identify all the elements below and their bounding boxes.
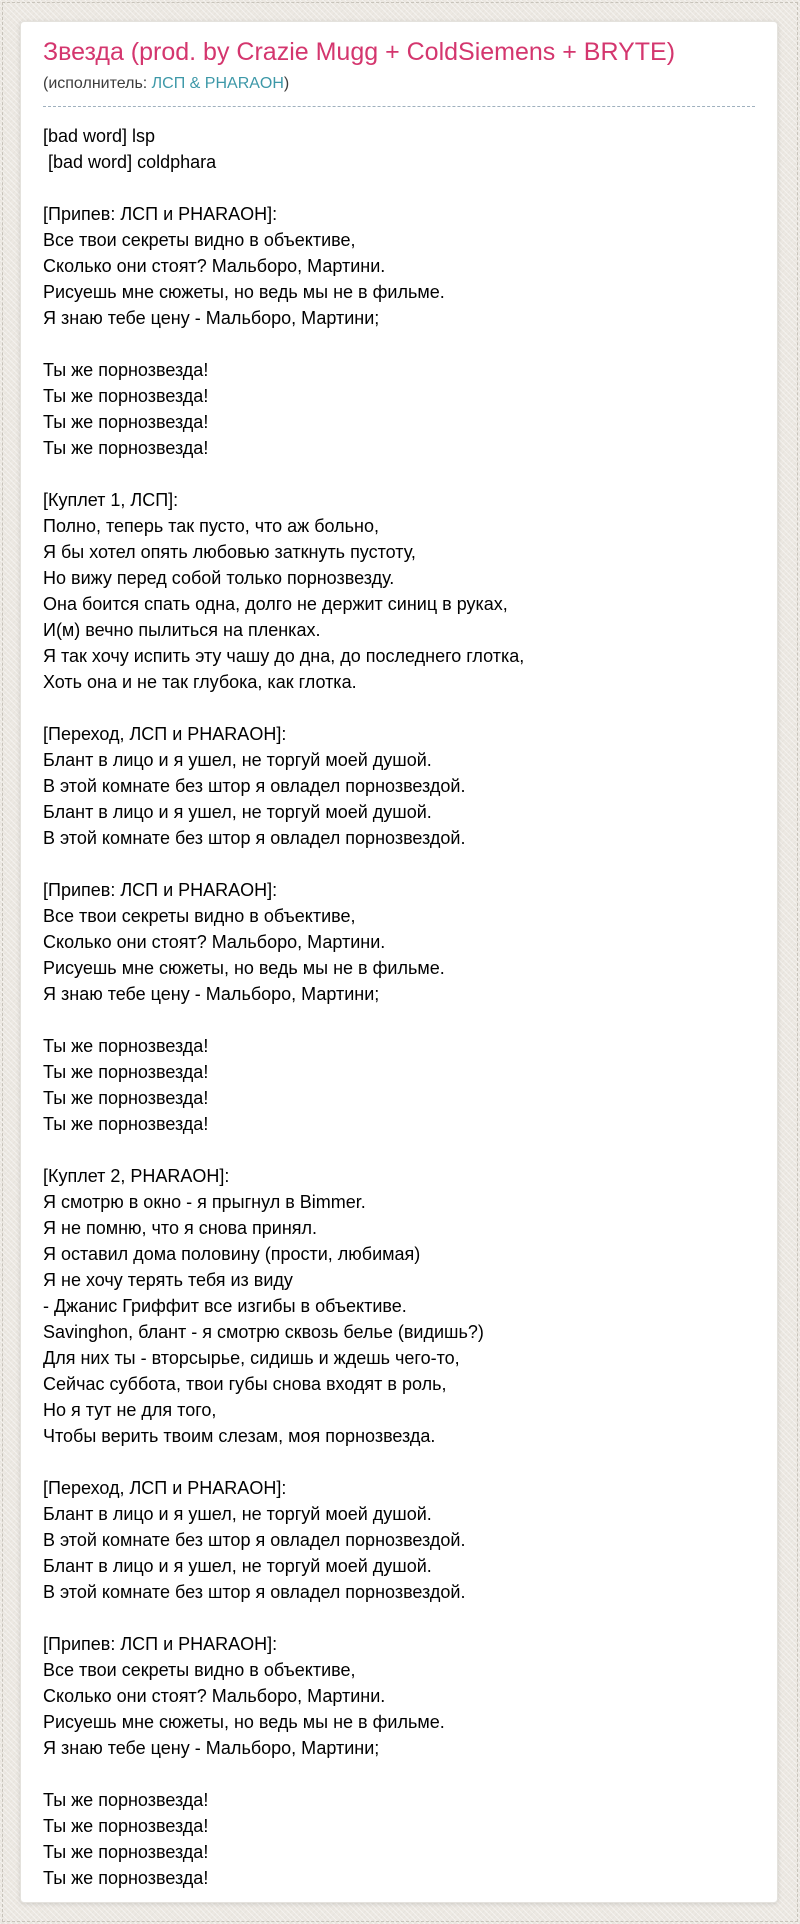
lyric-line: Я не хочу терять тебя из виду: [43, 1270, 293, 1290]
lyric-line: Я не помню, что я снова принял.: [43, 1218, 318, 1238]
stanza: [43, 201, 755, 331]
stanza: [43, 1631, 755, 1761]
lyric-line: [Переход, ЛСП и PHARAOH]:: [43, 724, 287, 744]
lyric-line: Я знаю тебе цену - Мальборо, Мартини;: [43, 308, 380, 328]
lyric-line: Ты же порнозвезда!: [43, 1062, 209, 1082]
lyric-line: В этой комнате без штор я овладел порнозвездой.: [43, 1582, 466, 1602]
lyric-line: Блант в лицо и я ушел, не торгуй моей душой.: [43, 1556, 432, 1576]
lyric-line: Savinghon, блант - я смотрю сквозь белье (видишь?): [43, 1322, 484, 1342]
stanza: [43, 877, 755, 1007]
lyric-line: В этой комнате без штор я овладел порнозвездой.: [43, 776, 466, 796]
lyric-line: Все твои секреты видно в объективе,: [43, 1660, 356, 1680]
lyric-line: Ты же порнозвезда!: [43, 1036, 209, 1056]
lyric-line: Сколько они стоят? Мальборо, Мартини.: [43, 256, 386, 276]
lyric-line: - Джанис Гриффит все изгибы в объективе.: [43, 1296, 407, 1316]
lyric-line: Ты же порнозвезда!: [43, 1088, 209, 1108]
lyric-line: Я оставил дома половину (прости, любимая): [43, 1244, 421, 1264]
lyric-line: Рисуешь мне сюжеты, но ведь мы не в фильме.: [43, 958, 445, 978]
lyric-line: Блант в лицо и я ушел, не торгуй моей душой.: [43, 802, 432, 822]
lyric-line: Все твои секреты видно в объективе,: [43, 906, 356, 926]
artist-subtitle: [43, 74, 755, 107]
lyric-line: И(м) вечно пылиться на пленках.: [43, 620, 321, 640]
lyric-line: Я так хочу испить эту чашу до дна, до последнего глотка,: [43, 646, 525, 666]
lyrics-card: [20, 21, 778, 1903]
stanza: [43, 1033, 755, 1137]
lyric-line: Но я тут не для того,: [43, 1400, 217, 1420]
lyric-line: Ты же порнозвезда!: [43, 412, 209, 432]
subtitle-prefix: (исполнитель:: [43, 75, 152, 92]
artist-link[interactable]: ЛСП & PHARAOH: [151, 75, 284, 92]
lyric-line: Ты же порнозвезда!: [43, 1842, 209, 1862]
lyric-line: [Припев: ЛСП и PHARAOH]:: [43, 204, 278, 224]
stanza: [43, 1475, 755, 1605]
lyric-line: Ты же порнозвезда!: [43, 386, 209, 406]
lyric-line: Сколько они стоят? Мальборо, Мартини.: [43, 932, 386, 952]
lyric-line: Ты же порнозвезда!: [43, 1114, 209, 1134]
stanza: [43, 487, 755, 695]
lyric-line: Я смотрю в окно - я прыгнул в Bimmer.: [43, 1192, 366, 1212]
lyric-line: Я знаю тебе цену - Мальборо, Мартини;: [43, 1738, 380, 1758]
stanza: [43, 123, 755, 175]
lyric-line: [Припев: ЛСП и PHARAOH]:: [43, 1634, 278, 1654]
lyric-line: Я бы хотел опять любовью заткнуть пустоту,: [43, 542, 416, 562]
lyric-line: Но вижу перед собой только порнозвезду.: [43, 568, 395, 588]
lyric-line: Ты же порнозвезда!: [43, 438, 209, 458]
stanza: [43, 1787, 755, 1891]
lyric-line: Чтобы верить твоим слезам, моя порнозвезда.: [43, 1426, 436, 1446]
lyric-line: Рисуешь мне сюжеты, но ведь мы не в фильме.: [43, 282, 445, 302]
lyric-line: Ты же порнозвезда!: [43, 1816, 209, 1836]
page-title: Звезда (prod. by Crazie Mugg + ColdSiemens + BRYTE): [43, 38, 676, 66]
stanza: [43, 1163, 755, 1449]
lyric-line: [bad word] lsp: [43, 126, 156, 146]
subtitle-suffix: ): [283, 75, 290, 92]
lyric-line: Полно, теперь так пусто, что аж больно,: [43, 516, 379, 536]
lyric-line: Хоть она и не так глубока, как глотка.: [43, 672, 357, 692]
lyric-line: [Куплет 2, PHARAOH]:: [43, 1166, 230, 1186]
lyric-line: Для них ты - вторсырье, сидишь и ждешь чего-то,: [43, 1348, 460, 1368]
lyric-line: Блант в лицо и я ушел, не торгуй моей душой.: [43, 750, 432, 770]
lyric-line: Сейчас суббота, твои губы снова входят в роль,: [43, 1374, 447, 1394]
lyric-line: Блант в лицо и я ушел, не торгуй моей душой.: [43, 1504, 432, 1524]
lyrics-text: [43, 123, 755, 1891]
lyric-line: В этой комнате без штор я овладел порнозвездой.: [43, 1530, 466, 1550]
lyric-line: [Переход, ЛСП и PHARAOH]:: [43, 1478, 287, 1498]
lyric-line: [Куплет 1, ЛСП]:: [43, 490, 179, 510]
lyric-line: [bad word] coldphara: [43, 152, 217, 172]
stanza: [43, 357, 755, 461]
lyric-line: Рисуешь мне сюжеты, но ведь мы не в фильме.: [43, 1712, 445, 1732]
lyric-line: Ты же порнозвезда!: [43, 1868, 209, 1888]
lyric-line: В этой комнате без штор я овладел порнозвездой.: [43, 828, 466, 848]
lyric-line: Ты же порнозвезда!: [43, 360, 209, 380]
stanza: [43, 721, 755, 851]
lyric-line: Сколько они стоят? Мальборо, Мартини.: [43, 1686, 386, 1706]
lyric-line: Она боится спать одна, долго не держит синиц в руках,: [43, 594, 508, 614]
lyric-line: Я знаю тебе цену - Мальборо, Мартини;: [43, 984, 380, 1004]
lyric-line: [Припев: ЛСП и PHARAOH]:: [43, 880, 278, 900]
lyric-line: Ты же порнозвезда!: [43, 1790, 209, 1810]
lyric-line: Все твои секреты видно в объективе,: [43, 230, 356, 250]
